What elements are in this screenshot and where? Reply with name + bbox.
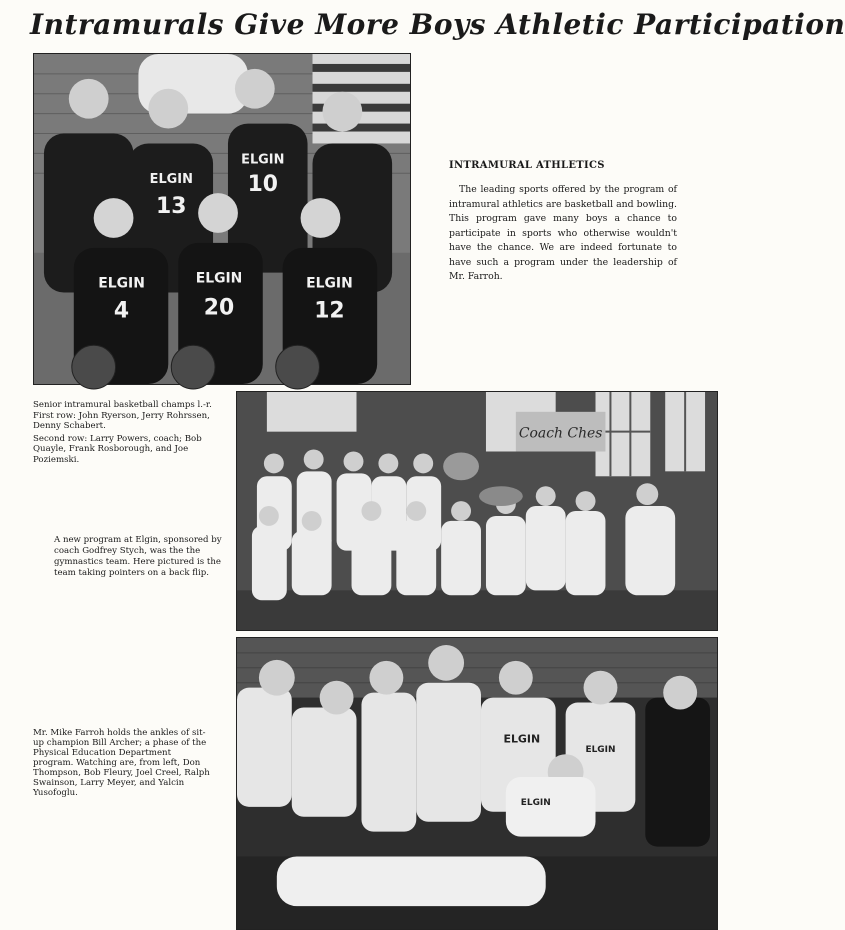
gymnastics-team-photo: [236, 391, 718, 631]
shirt-word-1: ELGIN: [503, 732, 541, 746]
basketball-caption-line1: Senior intramural basketball champs l.-r. First row: John Ryerson, Jerry Rohrssen, Denny Schabert.: [33, 400, 212, 431]
basketball-caption: [33, 400, 231, 467]
shirt-word-3: ELGIN: [520, 797, 551, 808]
jersey-number-13: 13: [156, 194, 187, 220]
basketball-caption-line2: Second row: Larry Powers, coach; Bob Quayle, Frank Rosborough, and Joe Poziemski.: [33, 433, 202, 465]
jersey-word-front-2: ELGIN: [195, 270, 243, 287]
page-title: Intramurals Give More Boys Athletic Participation: [30, 8, 845, 41]
jersey-word-front-3: ELGIN: [306, 275, 353, 292]
jersey-number-12: 12: [314, 298, 345, 324]
article-heading: INTRAMURAL ATHLETICS: [449, 160, 605, 171]
gymnastics-caption: A new program at Elgin, sponsored by coach Godfrey Stych, was the the gymnastics team. Here pictured is the team taking pointers on a back flip.: [54, 535, 222, 578]
situp-caption: Mr. Mike Farroh holds the ankles of sit-up champion Bill Archer; a phase of the Physical Education Department program. Watching are, from left, Don Thompson, Bob Fleury, Joel Creel, Ralph Swainson, Larry Meyer, and Yalcin Yusofoglu.: [33, 728, 210, 798]
jersey-number-4: 4: [113, 298, 130, 324]
situp-champion-photo: [236, 637, 718, 930]
jersey-word-back-1: ELGIN: [149, 172, 193, 188]
jersey-word-back-2: ELGIN: [241, 152, 285, 168]
gym-banner-text: Coach Ches: [518, 425, 603, 442]
jersey-word-front-1: ELGIN: [98, 275, 145, 292]
jersey-number-10: 10: [247, 172, 278, 198]
article-body: The leading sports offered by the program of intramural athletics are basketball and bowling. This program gave many boys a chance to participate in sports who otherwise wouldn't have the chance. We are indeed fortunate to have such a program under the leadership of Mr. Farroh.: [449, 184, 677, 282]
shirt-word-2: ELGIN: [585, 745, 616, 756]
jersey-number-20: 20: [203, 295, 235, 321]
basketball-team-photo: [33, 53, 411, 385]
